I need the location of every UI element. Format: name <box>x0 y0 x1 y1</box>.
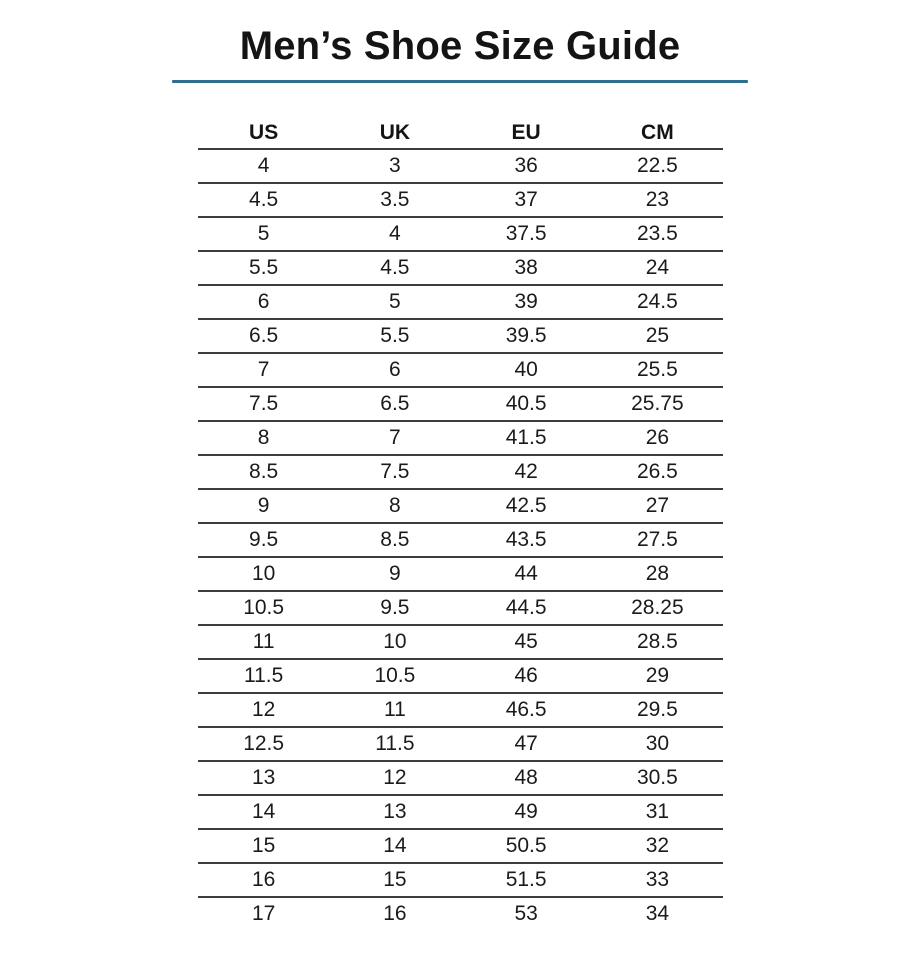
table-cell: 49 <box>461 795 592 829</box>
table-cell: 7.5 <box>329 455 460 489</box>
table-row <box>198 251 723 285</box>
table-cell: 3.5 <box>329 183 460 217</box>
table-cell: 6 <box>329 353 460 387</box>
table-cell: 28 <box>592 557 723 591</box>
table-cell: 46 <box>461 659 592 693</box>
table-cell: 5.5 <box>329 319 460 353</box>
table-cell: 16 <box>198 863 329 897</box>
table-cell: 25.75 <box>592 387 723 421</box>
table-row <box>198 795 723 829</box>
table-row <box>198 659 723 693</box>
table-cell: 11.5 <box>329 727 460 761</box>
table-cell: 3 <box>329 149 460 183</box>
table-cell: 10 <box>198 557 329 591</box>
table-cell: 6.5 <box>198 319 329 353</box>
table-cell: 9 <box>198 489 329 523</box>
table-cell: 48 <box>461 761 592 795</box>
table-cell: 29 <box>592 659 723 693</box>
table-cell: 47 <box>461 727 592 761</box>
table-cell: 7 <box>198 353 329 387</box>
table-row <box>198 727 723 761</box>
table-cell: 25 <box>592 319 723 353</box>
table-row <box>198 523 723 557</box>
table-row <box>198 455 723 489</box>
table-cell: 7 <box>329 421 460 455</box>
table-cell: 11 <box>329 693 460 727</box>
table-cell: 25.5 <box>592 353 723 387</box>
table-cell: 12 <box>329 761 460 795</box>
table-row <box>198 353 723 387</box>
table-cell: 33 <box>592 863 723 897</box>
table-cell: 43.5 <box>461 523 592 557</box>
table-cell: 53 <box>461 897 592 930</box>
table-cell: 28.5 <box>592 625 723 659</box>
column-header-eu: EU <box>461 117 592 149</box>
table-cell: 4 <box>198 149 329 183</box>
table-cell: 32 <box>592 829 723 863</box>
table-row <box>198 183 723 217</box>
table-row <box>198 421 723 455</box>
table-cell: 51.5 <box>461 863 592 897</box>
table-row <box>198 761 723 795</box>
table-cell: 10 <box>329 625 460 659</box>
table-cell: 42 <box>461 455 592 489</box>
table-cell: 10.5 <box>329 659 460 693</box>
table-row <box>198 897 723 930</box>
table-cell: 45 <box>461 625 592 659</box>
table-cell: 36 <box>461 149 592 183</box>
table-cell: 30.5 <box>592 761 723 795</box>
table-cell: 39 <box>461 285 592 319</box>
table-cell: 4 <box>329 217 460 251</box>
table-cell: 8.5 <box>329 523 460 557</box>
table-cell: 8.5 <box>198 455 329 489</box>
column-header-cm: CM <box>592 117 723 149</box>
shoe-size-table <box>198 117 723 930</box>
table-cell: 12 <box>198 693 329 727</box>
table-row <box>198 387 723 421</box>
table-row <box>198 149 723 183</box>
table-row <box>198 217 723 251</box>
table-cell: 50.5 <box>461 829 592 863</box>
table-cell: 30 <box>592 727 723 761</box>
table-cell: 10.5 <box>198 591 329 625</box>
table-cell: 31 <box>592 795 723 829</box>
table-cell: 6.5 <box>329 387 460 421</box>
table-cell: 4.5 <box>198 183 329 217</box>
table-header <box>198 117 723 149</box>
table-cell: 9.5 <box>329 591 460 625</box>
table-cell: 44 <box>461 557 592 591</box>
table-row <box>198 591 723 625</box>
table-header-row <box>198 117 723 149</box>
table-cell: 27.5 <box>592 523 723 557</box>
table-cell: 5.5 <box>198 251 329 285</box>
table-cell: 13 <box>198 761 329 795</box>
table-cell: 5 <box>198 217 329 251</box>
table-row <box>198 557 723 591</box>
table-cell: 22.5 <box>592 149 723 183</box>
table-cell: 17 <box>198 897 329 930</box>
table-cell: 14 <box>198 795 329 829</box>
table-cell: 40.5 <box>461 387 592 421</box>
table-cell: 39.5 <box>461 319 592 353</box>
table-row <box>198 489 723 523</box>
table-cell: 16 <box>329 897 460 930</box>
table-cell: 7.5 <box>198 387 329 421</box>
table-cell: 24.5 <box>592 285 723 319</box>
table-cell: 11.5 <box>198 659 329 693</box>
table-cell: 29.5 <box>592 693 723 727</box>
table-cell: 27 <box>592 489 723 523</box>
title-divider <box>172 80 748 83</box>
table-body <box>198 149 723 930</box>
table-cell: 34 <box>592 897 723 930</box>
table-cell: 15 <box>329 863 460 897</box>
table-cell: 42.5 <box>461 489 592 523</box>
column-header-us: US <box>198 117 329 149</box>
table-cell: 15 <box>198 829 329 863</box>
table-cell: 28.25 <box>592 591 723 625</box>
table-cell: 26.5 <box>592 455 723 489</box>
table-cell: 37 <box>461 183 592 217</box>
table-cell: 9 <box>329 557 460 591</box>
table-row <box>198 319 723 353</box>
table-cell: 23 <box>592 183 723 217</box>
table-cell: 26 <box>592 421 723 455</box>
table-cell: 11 <box>198 625 329 659</box>
table-cell: 38 <box>461 251 592 285</box>
table-cell: 13 <box>329 795 460 829</box>
table-cell: 12.5 <box>198 727 329 761</box>
table-cell: 6 <box>198 285 329 319</box>
table-cell: 5 <box>329 285 460 319</box>
table-cell: 44.5 <box>461 591 592 625</box>
table-row <box>198 693 723 727</box>
table-cell: 9.5 <box>198 523 329 557</box>
table-cell: 8 <box>329 489 460 523</box>
table-cell: 23.5 <box>592 217 723 251</box>
table-cell: 41.5 <box>461 421 592 455</box>
table-cell: 46.5 <box>461 693 592 727</box>
page-title: Men’s Shoe Size Guide <box>239 24 681 68</box>
table-cell: 24 <box>592 251 723 285</box>
column-header-uk: UK <box>329 117 460 149</box>
table-cell: 14 <box>329 829 460 863</box>
table-row <box>198 863 723 897</box>
table-cell: 8 <box>198 421 329 455</box>
table-cell: 40 <box>461 353 592 387</box>
table-row <box>198 285 723 319</box>
table-cell: 4.5 <box>329 251 460 285</box>
table-cell: 37.5 <box>461 217 592 251</box>
table-row <box>198 625 723 659</box>
table-row <box>198 829 723 863</box>
